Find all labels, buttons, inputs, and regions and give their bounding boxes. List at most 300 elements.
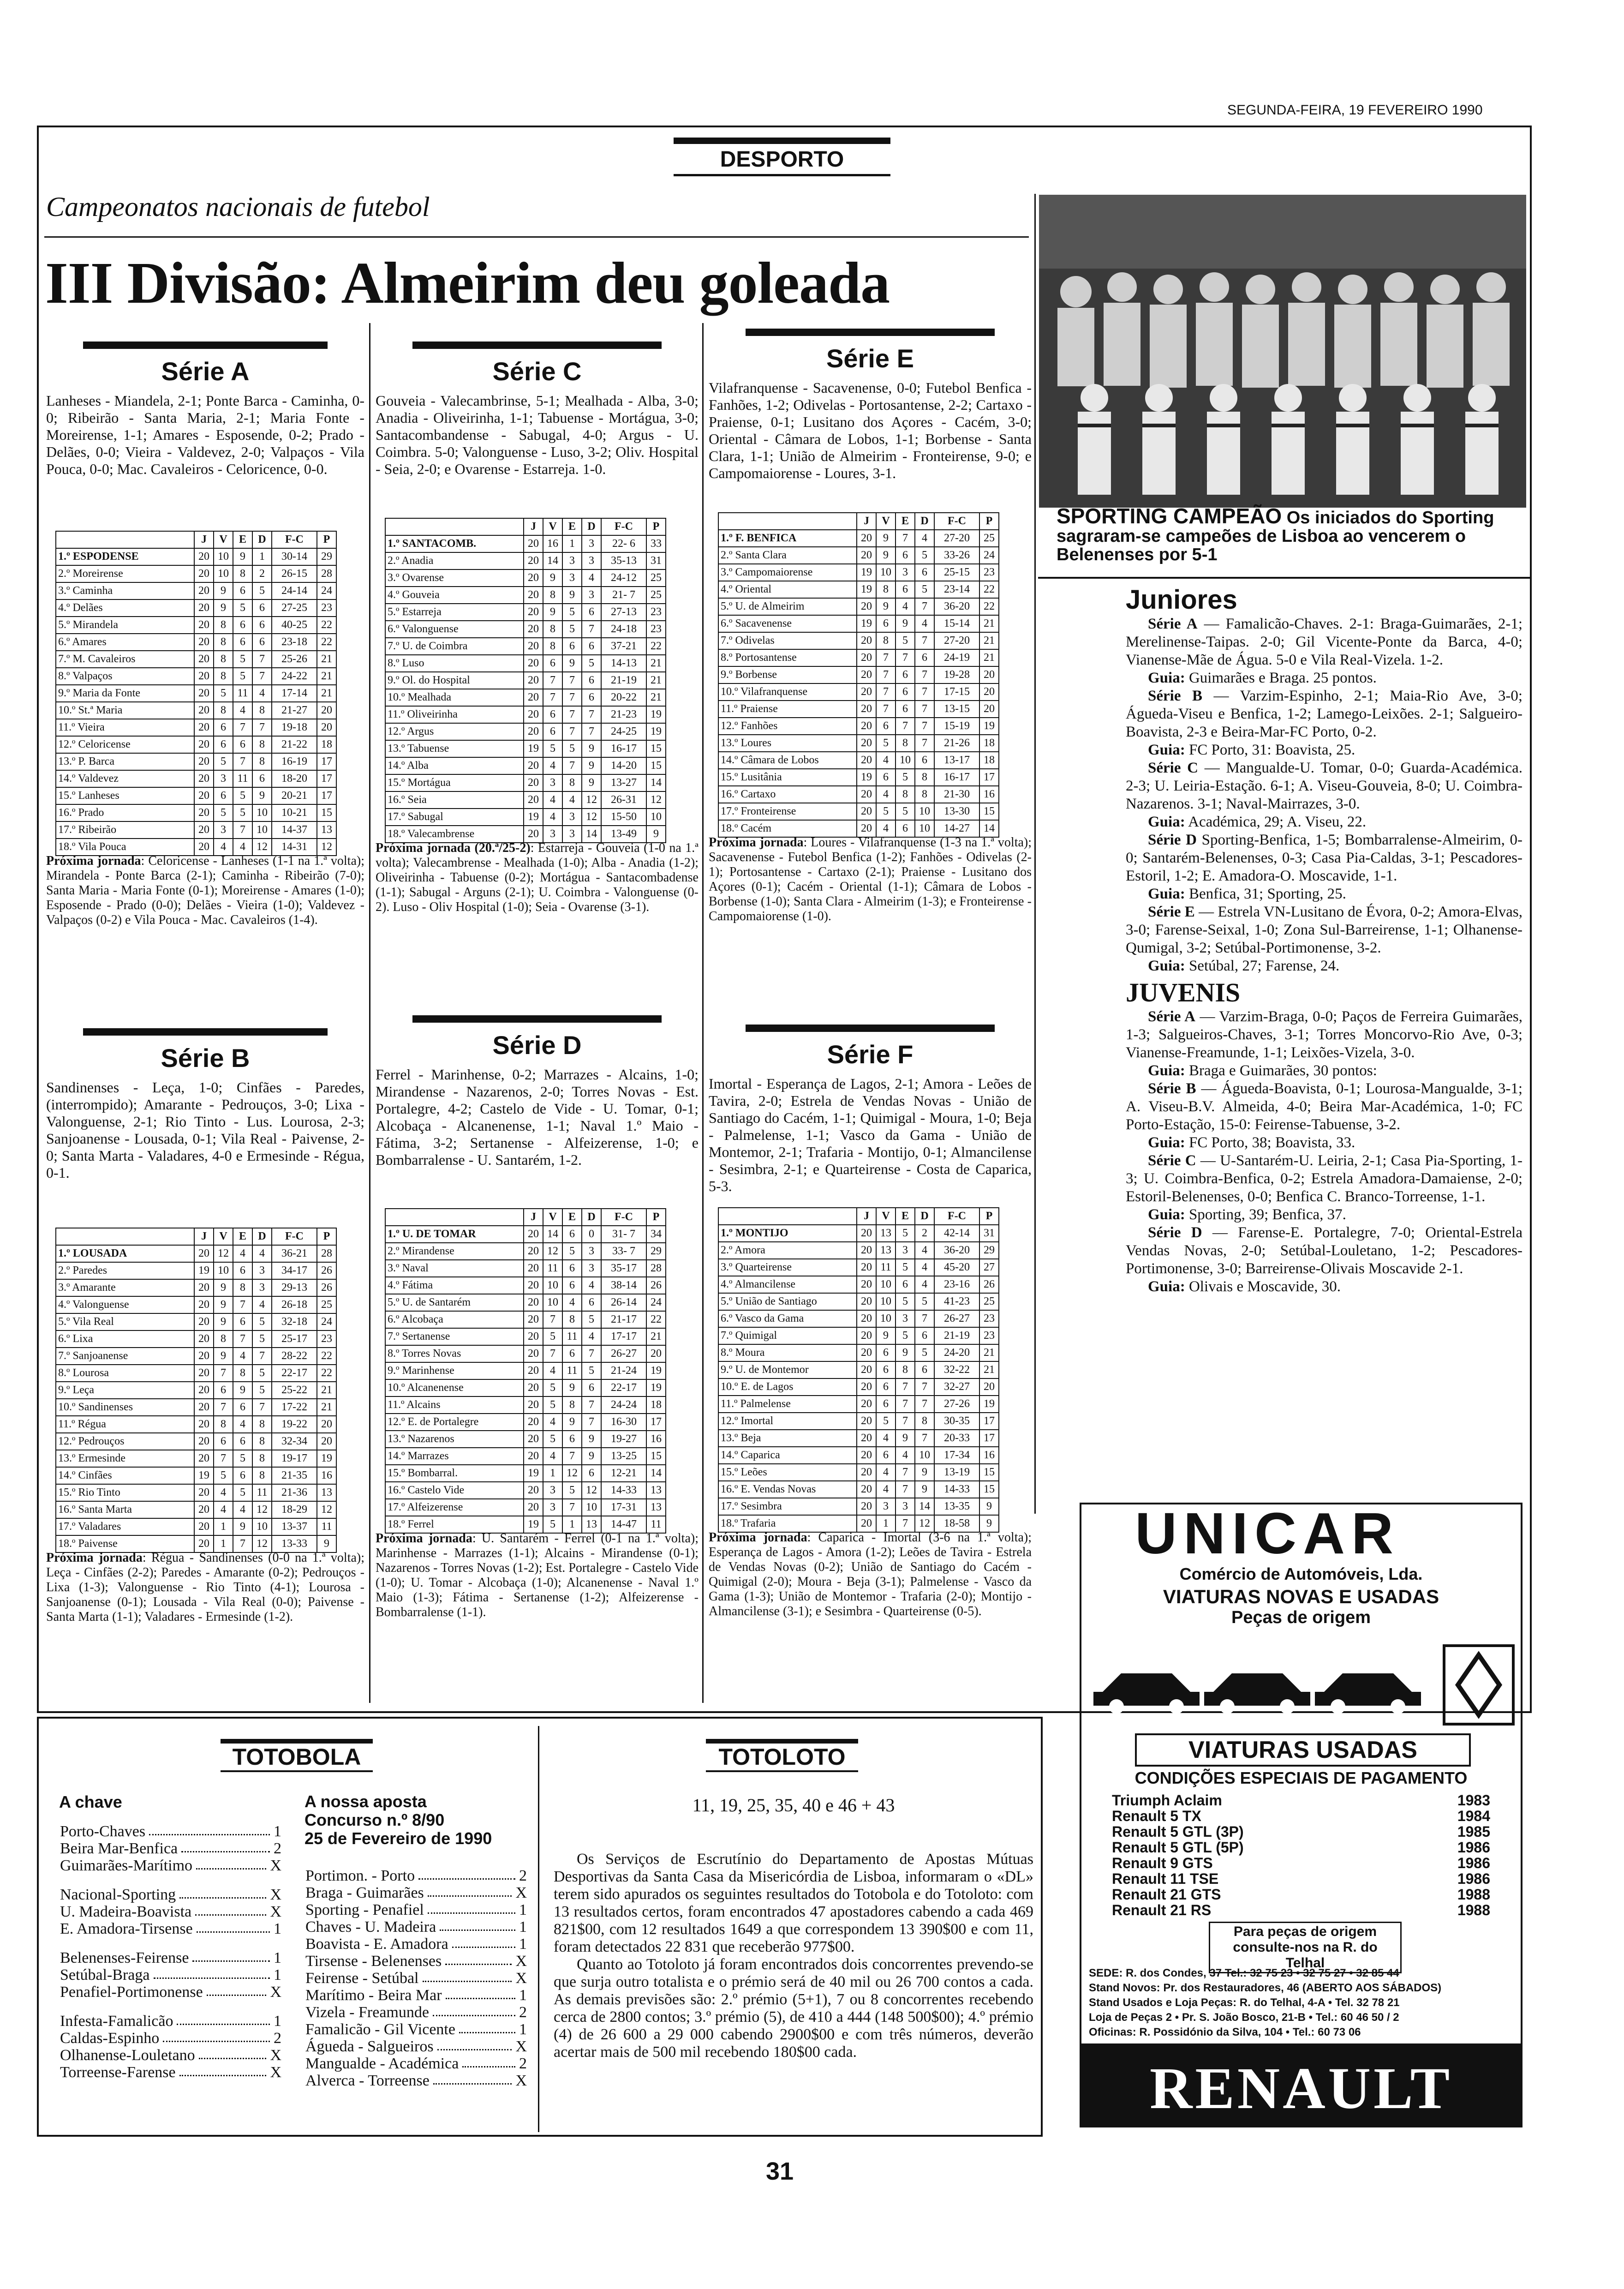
car-year: 1983: [1457, 1792, 1490, 1809]
table-cell: 11.º Alcains: [385, 1396, 524, 1414]
table-cell: 17-15: [934, 683, 979, 701]
result-label: Série A: [1148, 1008, 1195, 1025]
table-cell: 25-22: [272, 1382, 317, 1399]
table-cell: 17.º Alfeizerense: [385, 1499, 524, 1516]
table-cell: 5: [896, 769, 915, 786]
table-cell: 14-33: [934, 1481, 979, 1498]
table-cell: 19: [857, 581, 876, 598]
table-cell: 4: [214, 1484, 233, 1501]
table-cell: 12: [646, 791, 666, 809]
bet-dots: [207, 1983, 267, 1996]
bet-match: Marítimo - Beira Mar: [305, 1987, 442, 2004]
table-cell: 5: [252, 582, 272, 599]
table-cell: 20: [524, 1226, 543, 1243]
table-cell: 20: [524, 1499, 543, 1516]
table-header-cell: P: [979, 1208, 999, 1225]
table-cell: 21-35: [272, 1467, 317, 1484]
table-cell: 14-20: [601, 757, 646, 774]
table-cell: 17: [646, 1414, 666, 1431]
bet-match: Infesta-Famalicão: [60, 2013, 173, 2030]
table-row: [56, 668, 336, 685]
table-cell: 8: [214, 702, 233, 719]
table-cell: 11: [646, 1516, 666, 1533]
table-cell: 6.º Alcobaça: [385, 1311, 524, 1328]
table-cell: 20: [857, 1430, 876, 1447]
table-cell: 9: [214, 1348, 233, 1365]
table-header-cell: J: [524, 518, 543, 535]
table-cell: 6: [233, 1313, 252, 1330]
table-row: [718, 1242, 999, 1259]
table-cell: 9.º U. de Montemor: [718, 1361, 857, 1378]
result-label: Guia:: [1148, 1134, 1185, 1151]
car-year: 1988: [1457, 1902, 1490, 1918]
table-cell: 8.º Luso: [385, 655, 524, 672]
address-list: [1089, 1966, 1513, 2040]
table-cell: 17: [317, 753, 336, 770]
table-cell: 10.º Alcanenense: [385, 1379, 524, 1396]
table-cell: 20: [857, 701, 876, 718]
table-cell: 29-13: [272, 1279, 317, 1296]
table-cell: 6: [896, 820, 915, 837]
table-cell: 15-50: [601, 809, 646, 826]
table-cell: 2.º Moreirense: [56, 565, 194, 582]
table-cell: 16-17: [601, 740, 646, 757]
ad-line1: VIATURAS NOVAS E USADAS: [1163, 1586, 1439, 1607]
bet-result: X: [270, 1857, 281, 1874]
table-row: [718, 1430, 999, 1447]
bet-match: Sporting - Penafiel: [305, 1901, 424, 1918]
totoloto-text: [554, 1851, 1033, 2061]
bet-match: Feirense - Setúbal: [305, 1970, 419, 1987]
table-cell: 20: [524, 706, 543, 723]
bet-dots: [195, 1903, 266, 1916]
table-cell: 20: [194, 599, 214, 617]
table-cell: 4: [543, 1362, 562, 1379]
table-cell: 7: [896, 1396, 915, 1413]
table-cell: 20: [317, 702, 336, 719]
result-label: Série B: [1148, 688, 1202, 704]
table-cell: 14: [646, 1465, 666, 1482]
table-row: [56, 821, 336, 839]
result-label: Série E: [1148, 904, 1195, 920]
table-cell: 27-20: [934, 530, 979, 547]
table-cell: 19: [646, 706, 666, 723]
table-cell: 6: [582, 1465, 601, 1482]
table-cell: 6: [876, 1344, 896, 1361]
table-header-cell: E: [896, 513, 915, 530]
table-cell: 16: [979, 1447, 999, 1464]
table-cell: 23: [979, 564, 999, 581]
bet-result: 2: [274, 2030, 281, 2047]
table-cell: 9: [582, 740, 601, 757]
table-cell: 4: [562, 791, 582, 809]
table-cell: 15-14: [934, 615, 979, 632]
table-cell: 9: [876, 598, 896, 615]
table-cell: 21: [979, 649, 999, 666]
table-cell: 5: [543, 1396, 562, 1414]
table-cell: 28-22: [272, 1348, 317, 1365]
table-cell: 20: [194, 821, 214, 839]
result-text: Guimarães e Braga. 25 pontos.: [1185, 670, 1377, 686]
table-cell: 31: [979, 1225, 999, 1242]
car-year: 1986: [1457, 1855, 1490, 1871]
aposta-title: A nossa aposta: [304, 1792, 427, 1811]
table-cell: 32-34: [272, 1433, 317, 1450]
table-cell: 8.º Lourosa: [56, 1365, 194, 1382]
table-row: [56, 582, 336, 599]
table-row: [56, 1365, 336, 1382]
bet-dots: [428, 1884, 512, 1897]
standings-table: [385, 518, 666, 843]
table-cell: 4.º Almancilense: [718, 1276, 857, 1293]
table-cell: 20: [194, 1399, 214, 1416]
result-label: Série C: [1148, 760, 1199, 776]
table-cell: 8: [915, 769, 934, 786]
standings-table: [718, 512, 999, 838]
table-row: [385, 809, 666, 826]
table-cell: 5: [915, 581, 934, 598]
result-paragraph: [1126, 957, 1522, 975]
next-round-text: : Estarreja - Gouveia (1-0 na 1.ª volta); Valecambrense - Mealhada (1-0); Alba - Anadia (1-2); Oliveirinha - Tabuense (0-2); Mortágua - Santacombadense (1-1); Sabugal - Arguns (2-1); U. Coimbra - Valonguense (0-2). Luso - Oliv Hospital (1-0); Seia - Ovarense (3-1).: [376, 841, 699, 914]
table-cell: 20: [524, 552, 543, 569]
table-row: [718, 1259, 999, 1276]
table-cell: 4: [214, 1501, 233, 1518]
table-cell: 6.º Sacavenense: [718, 615, 857, 632]
result-label: Guia:: [1148, 670, 1185, 686]
table-cell: 4: [582, 569, 601, 587]
table-row: [385, 569, 666, 587]
table-cell: 13-17: [934, 752, 979, 769]
table-cell: 22: [317, 1348, 336, 1365]
table-cell: 5: [915, 547, 934, 564]
table-cell: 5: [876, 1413, 896, 1430]
table-cell: 9.º Ol. do Hospital: [385, 672, 524, 689]
series-title: Série B: [83, 1028, 328, 1073]
table-cell: 1.º U. DE TOMAR: [385, 1226, 524, 1243]
table-cell: 5: [896, 1225, 915, 1242]
table-cell: 15.º Lanheses: [56, 787, 194, 804]
table-cell: 22: [317, 1365, 336, 1382]
table-cell: 17.º Ribeirão: [56, 821, 194, 839]
table-cell: 8.º Valpaços: [56, 668, 194, 685]
next-round: [709, 835, 1032, 924]
table-cell: 19: [524, 1465, 543, 1482]
table-cell: 15: [979, 1464, 999, 1481]
bet-result: 2: [519, 2004, 527, 2021]
table-cell: 6: [876, 1361, 896, 1378]
table-cell: 20: [979, 666, 999, 683]
bet-row: [305, 1884, 527, 1901]
bet-row: [305, 2004, 527, 2021]
table-cell: 20: [524, 621, 543, 638]
table-cell: 14.º Marrazes: [385, 1448, 524, 1465]
table-cell: 24-25: [601, 723, 646, 740]
table-cell: 5: [896, 803, 915, 820]
table-cell: 29: [317, 548, 336, 565]
table-cell: 17.º Sabugal: [385, 809, 524, 826]
table-row: [385, 1379, 666, 1396]
table-cell: 18.º Cacém: [718, 820, 857, 837]
bet-result: X: [270, 1983, 281, 2001]
table-cell: 7: [233, 753, 252, 770]
table-cell: 7: [233, 1330, 252, 1348]
table-cell: 20: [857, 803, 876, 820]
table-cell: 20: [524, 1345, 543, 1362]
table-header-cell: F-C: [601, 518, 646, 535]
table-cell: 3: [543, 1499, 562, 1516]
table-header-cell: E: [233, 531, 252, 548]
table-row: [385, 689, 666, 706]
table-row: [56, 1330, 336, 1348]
table-cell: 6: [876, 718, 896, 735]
table-cell: 13: [317, 1484, 336, 1501]
table-row: [718, 735, 999, 752]
table-cell: 6: [915, 1327, 934, 1344]
table-cell: 6: [562, 1260, 582, 1277]
table-row: [718, 1293, 999, 1310]
table-cell: 20: [194, 565, 214, 582]
table-cell: 4: [876, 1481, 896, 1498]
table-cell: 3: [543, 1482, 562, 1499]
table-header-cell: F-C: [272, 1228, 317, 1245]
table-cell: 7: [876, 701, 896, 718]
table-cell: 6: [252, 634, 272, 651]
table-cell: 20: [194, 804, 214, 821]
result-label: Série B: [1148, 1080, 1196, 1097]
car-row: [1112, 1824, 1490, 1840]
table-cell: 5: [562, 1482, 582, 1499]
table-row: [56, 787, 336, 804]
table-cell: 20: [524, 1328, 543, 1345]
table-cell: 32-27: [934, 1378, 979, 1396]
ad-brand: UNICAR: [1135, 1501, 1400, 1566]
table-cell: 3: [214, 821, 233, 839]
table-cell: 21: [317, 1382, 336, 1399]
car-year: 1988: [1457, 1886, 1490, 1903]
bet-result: 2: [519, 1867, 527, 1884]
table-cell: 7: [562, 723, 582, 740]
result-text: — Farense-E. Portalegre, 7-0; Oriental-Estrela Vendas Novas, 2-0; Setúbal-Louletano, 1-2; Pescadores-Portimonense, 3-0; Barreirense-Olivais Moscavide 2-1.: [1126, 1224, 1522, 1277]
table-row: [718, 786, 999, 803]
car-row: [1112, 1840, 1490, 1855]
table-cell: 17: [979, 1413, 999, 1430]
table-cell: 3: [252, 1279, 272, 1296]
table-cell: 3: [582, 1243, 601, 1260]
table-cell: 6: [562, 1277, 582, 1294]
table-cell: 20: [524, 723, 543, 740]
table-cell: 1: [252, 548, 272, 565]
table-cell: 8: [252, 736, 272, 753]
caption-title: SPORTING CAMPEÃO: [1057, 504, 1282, 528]
table-cell: 20: [857, 1327, 876, 1344]
result-paragraph: [1126, 813, 1522, 831]
address-line: Stand Novos: Pr. dos Restauradores, 46 (ABERTO AOS SÁBADOS): [1089, 1982, 1442, 1994]
ad-parts: Para peças de origem consulte-nos na R. do Telhal: [1209, 1922, 1402, 1973]
table-cell: 4: [233, 839, 252, 856]
table-cell: 14.º Caparica: [718, 1447, 857, 1464]
result-label: Série C: [1148, 1152, 1196, 1169]
table-cell: 12.º Pedrouços: [56, 1433, 194, 1450]
table-row: [385, 706, 666, 723]
table-cell: 25: [317, 1296, 336, 1313]
table-cell: 10: [214, 1262, 233, 1279]
bet-result: 1: [274, 1823, 281, 1840]
table-cell: 10: [543, 1277, 562, 1294]
table-cell: 7: [233, 1296, 252, 1313]
table-cell: 7: [582, 1396, 601, 1414]
table-cell: 10: [214, 565, 233, 582]
table-cell: 6: [233, 1399, 252, 1416]
table-cell: 9: [915, 1481, 934, 1498]
table-cell: 23: [979, 1310, 999, 1327]
table-cell: 13-35: [934, 1498, 979, 1515]
table-cell: 36-21: [272, 1245, 317, 1262]
table-cell: 7.º Sertanense: [385, 1328, 524, 1345]
table-cell: 20: [857, 735, 876, 752]
series-results: Gouveia - Valecambrinse, 5-1; Mealhada - Alba, 3-0; Anadia - Oliveirinha, 1-1; Tabuense - Mortágua, 3-0; Santacombandense - Sabugal, 4-0; Argus - U. Coimbra. 5-0; Valonguense - Luso, 3-2; Oliv. Hospital - Seia, 2-0; e Ovarense - Estarreja. 1-0.: [376, 392, 699, 477]
table-cell: 6: [543, 706, 562, 723]
table-cell: 3: [582, 1260, 601, 1277]
table-row: [718, 649, 999, 666]
table-cell: 26-15: [272, 565, 317, 582]
table-cell: 16-17: [934, 769, 979, 786]
table-cell: 26-27: [601, 1345, 646, 1362]
table-cell: 9: [896, 615, 915, 632]
table-cell: 17-14: [272, 685, 317, 702]
table-cell: 18.º Valecambrense: [385, 826, 524, 843]
bet-row: [60, 2064, 281, 2081]
table-cell: 3: [896, 564, 915, 581]
table-cell: 22-17: [601, 1379, 646, 1396]
table-cell: 10.º St.ª Maria: [56, 702, 194, 719]
table-cell: 20: [317, 1416, 336, 1433]
table-cell: 2.º Anadia: [385, 552, 524, 569]
table-cell: 7: [582, 723, 601, 740]
table-cell: 16: [317, 1467, 336, 1484]
table-cell: 4: [214, 839, 233, 856]
bet-dots: [197, 1920, 270, 1933]
totoloto-paragraph: Quanto ao Totoloto já foram encontrados dois concorrentes prevendo-se que surja outro totalista e o prémio será de 40 mil ou 26 700 contos a cada. As demais previsões são: 2.º prémio (5+1), 7 ou 8 concorrentes recebendo cerca de 2800 contos; 3.º prémio (5), de 410 a 444 (148 500$00); 4.º prémio (4) de 26 600 a 29 000 cabendo 2900$00 e com três números, deverão acertar mais de 500 mil recebendo 180$00 cada.: [554, 1956, 1033, 2061]
table-cell: 7: [582, 621, 601, 638]
table-cell: 6: [252, 770, 272, 787]
bet-match: Beira Mar-Benfica: [60, 1840, 178, 1857]
table-header-cell: [56, 531, 194, 548]
table-cell: 18-20: [272, 770, 317, 787]
table-row: [56, 719, 336, 736]
table-cell: 9: [896, 1344, 915, 1361]
bet-dots: [459, 2021, 515, 2033]
table-cell: 1.º MONTIJO: [718, 1225, 857, 1242]
table-cell: 4: [915, 530, 934, 547]
table-row: [385, 1277, 666, 1294]
table-cell: 12: [582, 809, 601, 826]
table-row: [56, 753, 336, 770]
table-cell: 17-34: [934, 1447, 979, 1464]
table-cell: 20: [194, 1279, 214, 1296]
table-cell: 5: [896, 1293, 915, 1310]
table-cell: 9: [876, 547, 896, 564]
table-cell: 20: [857, 1361, 876, 1378]
bet-match: Chaves - U. Madeira: [305, 1918, 436, 1935]
car-model: Renault 11 TSE: [1112, 1870, 1219, 1887]
concurso: Concurso n.º 8/90: [304, 1810, 445, 1829]
table-cell: 18-29: [272, 1501, 317, 1518]
table-cell: 26-27: [934, 1310, 979, 1327]
table-header-cell: P: [317, 1228, 336, 1245]
table-cell: 13.º Tabuense: [385, 740, 524, 757]
table-cell: 2.º Amora: [718, 1242, 857, 1259]
table-cell: 22-17: [272, 1365, 317, 1382]
table-cell: 7: [896, 1481, 915, 1498]
table-cell: 20: [524, 1260, 543, 1277]
table-cell: 11.º Régua: [56, 1416, 194, 1433]
table-cell: 30-14: [272, 548, 317, 565]
table-cell: 24: [979, 547, 999, 564]
renault-logo-text: RENAULT: [1149, 2055, 1453, 2121]
table-cell: 21-22: [272, 736, 317, 753]
table-row: [56, 651, 336, 668]
bet-dots: [433, 2004, 515, 2016]
table-cell: 14-27: [934, 820, 979, 837]
table-cell: 20: [524, 1243, 543, 1260]
table-cell: 3: [896, 1242, 915, 1259]
table-cell: 9: [233, 1382, 252, 1399]
table-cell: 19: [979, 1396, 999, 1413]
table-cell: 20: [194, 736, 214, 753]
table-header-cell: J: [524, 1209, 543, 1226]
table-header-cell: P: [646, 518, 666, 535]
table-cell: 5: [543, 1516, 562, 1533]
table-row: [385, 1414, 666, 1431]
table-header-cell: [718, 513, 857, 530]
table-cell: 20: [524, 826, 543, 843]
next-round-label: Próxima jornada: [709, 1530, 807, 1545]
table-cell: 7: [915, 718, 934, 735]
table-cell: 5: [896, 1259, 915, 1276]
table-cell: 21-30: [934, 786, 979, 803]
bet-result: 1: [519, 1935, 527, 1953]
table-cell: 21: [317, 668, 336, 685]
table-cell: 8: [252, 702, 272, 719]
table-header-cell: E: [562, 518, 582, 535]
bet-result: X: [270, 2064, 281, 2081]
table-cell: 8: [896, 735, 915, 752]
table-cell: 21: [979, 632, 999, 649]
table-cell: 36-20: [934, 598, 979, 615]
table-cell: 8: [543, 638, 562, 655]
table-cell: 19-22: [272, 1416, 317, 1433]
table-cell: 9: [214, 1313, 233, 1330]
table-row: [56, 548, 336, 565]
bet-row: [60, 1983, 281, 2001]
table-cell: 15-19: [934, 718, 979, 735]
table-cell: 0: [582, 1226, 601, 1243]
table-cell: 4.º Fátima: [385, 1277, 524, 1294]
table-header-row: [718, 513, 999, 530]
table-cell: 4: [233, 1245, 252, 1262]
table-row: [56, 1313, 336, 1330]
table-cell: 22: [646, 638, 666, 655]
table-cell: 9: [646, 826, 666, 843]
result-paragraph: [1126, 1134, 1522, 1152]
table-cell: 7: [896, 1464, 915, 1481]
result-paragraph: [1126, 885, 1522, 903]
result-label: Guia:: [1148, 886, 1185, 902]
table-cell: 14.º Câmara de Lobos: [718, 752, 857, 769]
bet-match: Setúbal-Braga: [60, 1966, 150, 1983]
next-round-label: Próxima jornada: [46, 854, 141, 868]
table-cell: 1: [562, 1516, 582, 1533]
